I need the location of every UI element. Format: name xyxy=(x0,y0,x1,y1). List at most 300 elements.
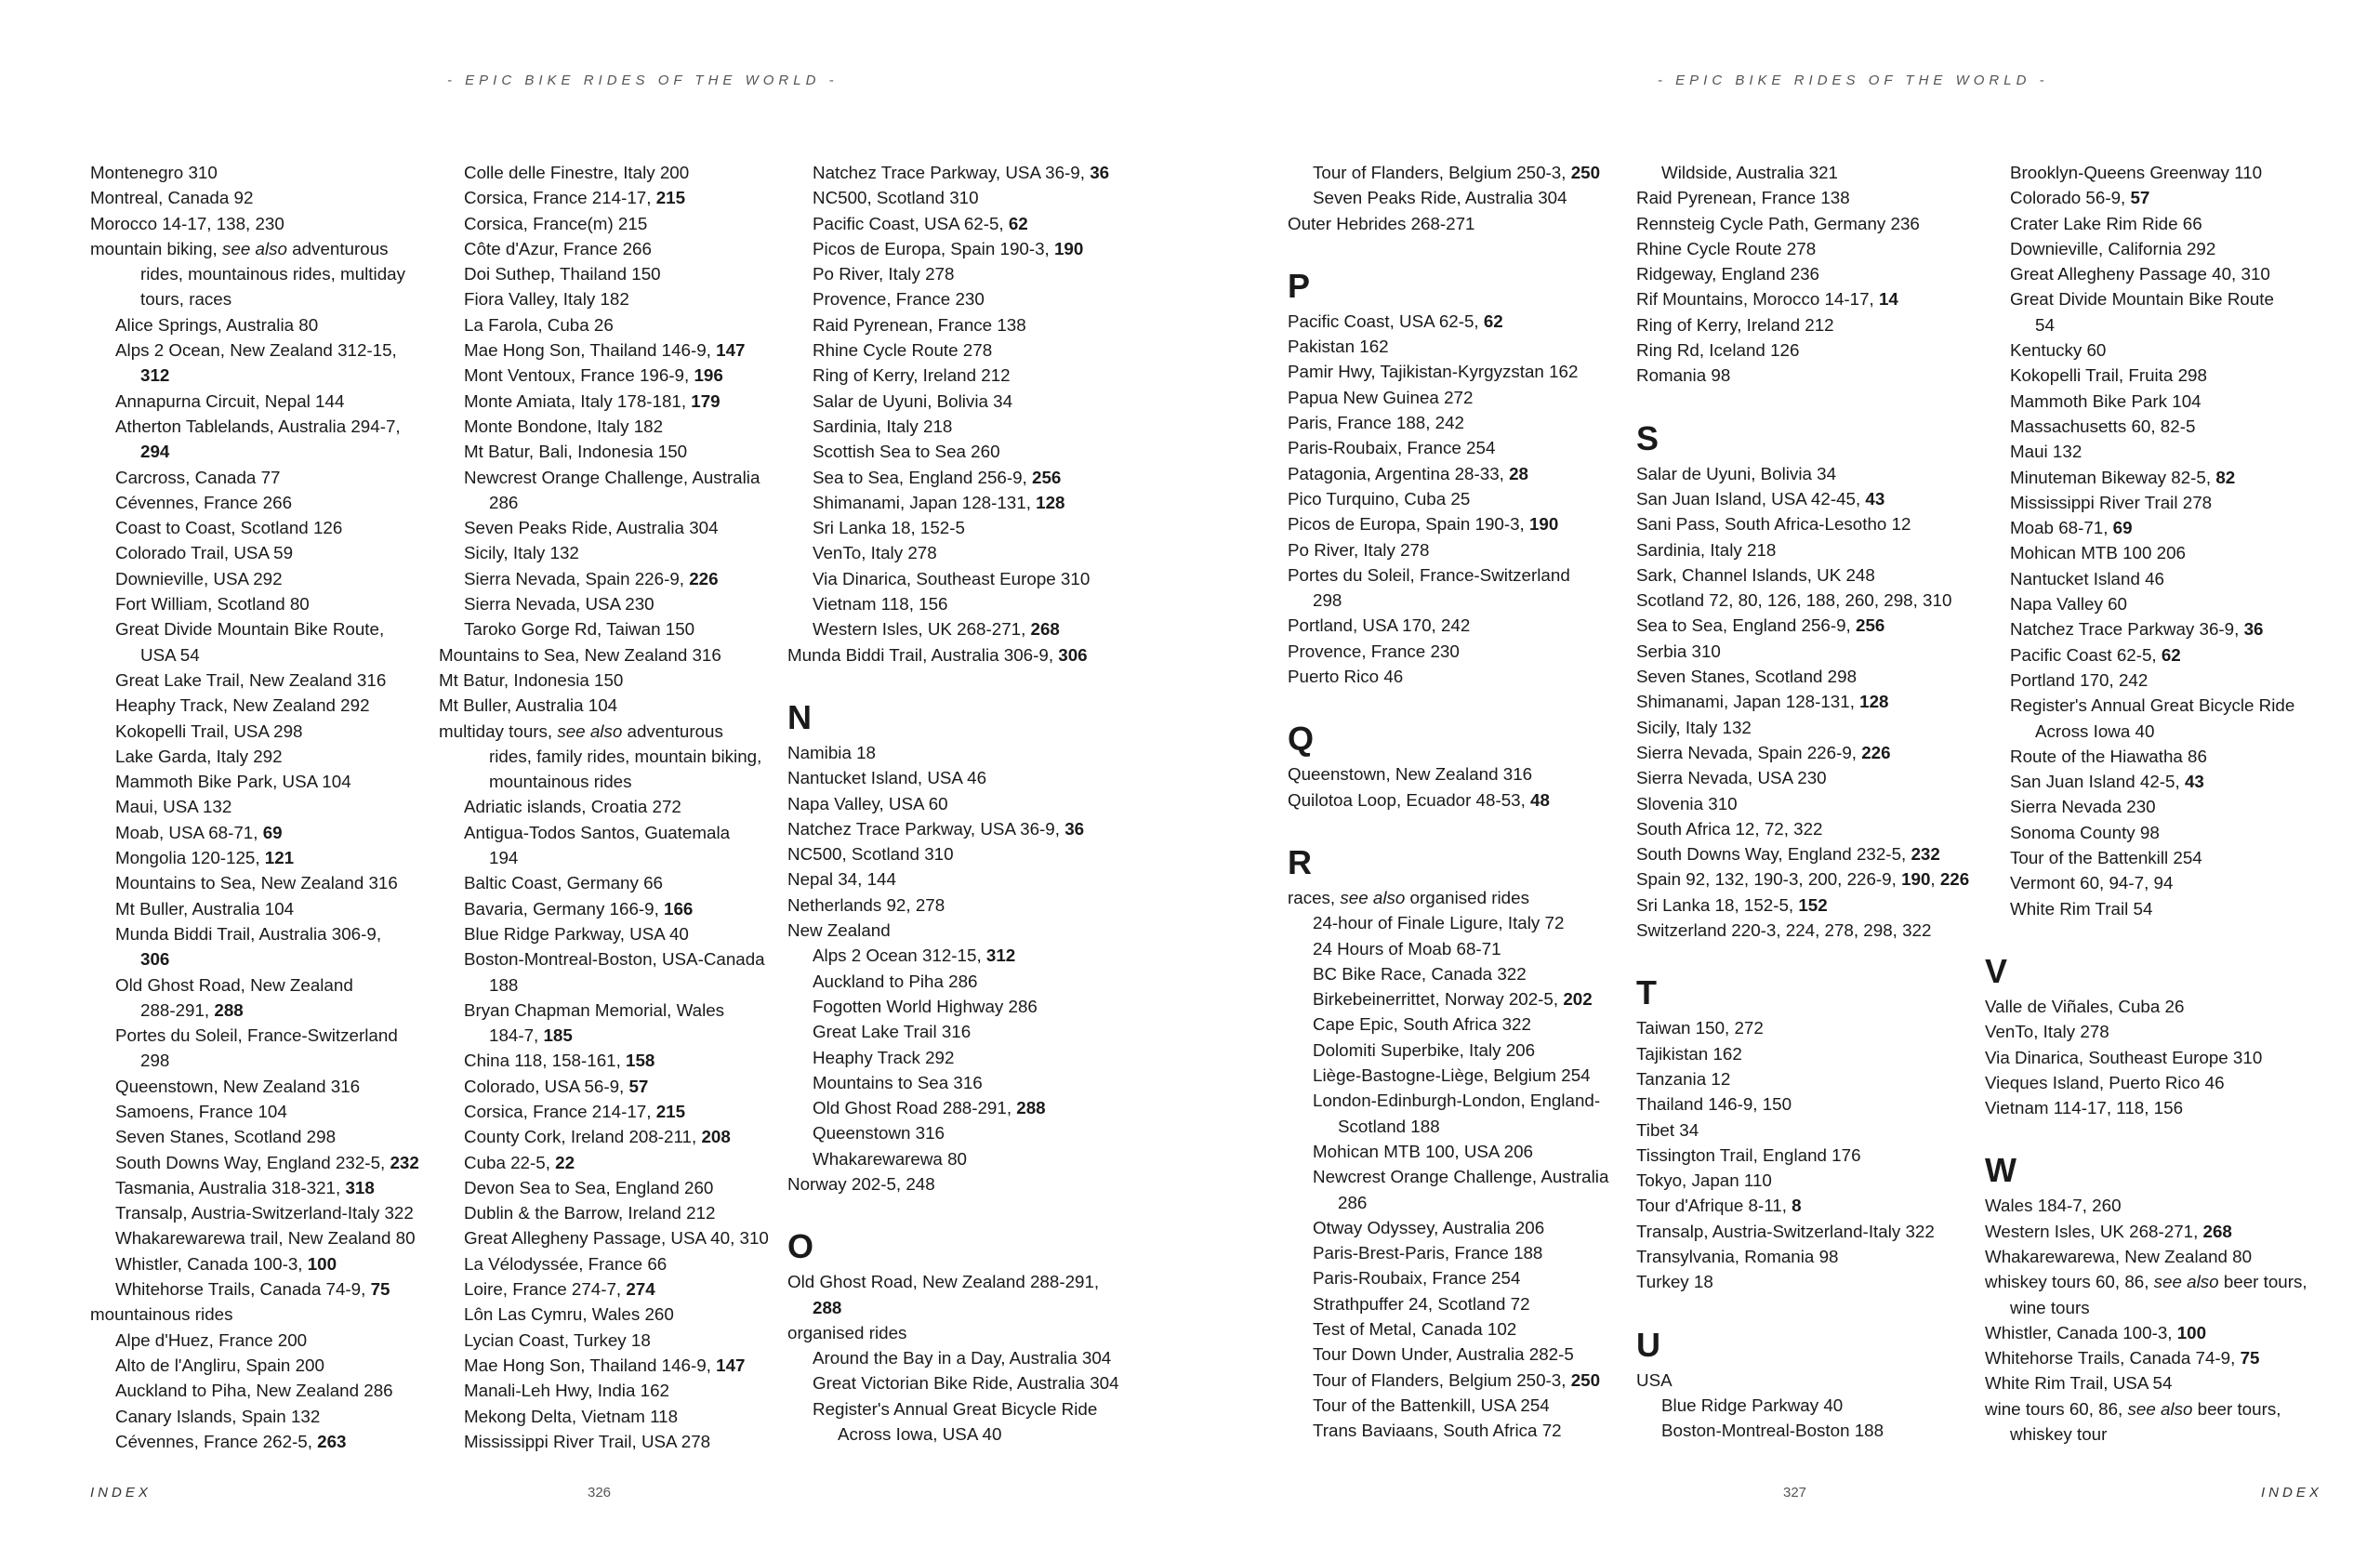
entry-text: Ring of Kerry, Ireland 212 xyxy=(813,365,1011,386)
index-entry xyxy=(1636,740,1990,765)
index-entry xyxy=(439,286,792,311)
entry-text: Natchez Trace Parkway, USA 36-9, xyxy=(787,818,1065,839)
entry-text: BC Bike Race, Canada 322 xyxy=(1313,963,1527,984)
index-entry xyxy=(90,591,443,616)
index-entry xyxy=(787,1070,1141,1095)
entry-text: Alice Springs, Australia 80 xyxy=(115,314,319,335)
index-entry xyxy=(1985,1019,2338,1044)
entry-text: Transalp, Austria-Switzerland-Italy 322 xyxy=(115,1203,414,1223)
entry-text: Tanzania 12 xyxy=(1636,1068,1731,1089)
entry-text: Kokopelli Trail, USA 298 xyxy=(115,721,303,741)
index-entry xyxy=(90,719,443,744)
entry-text: Côte d'Azur, France 266 xyxy=(464,238,652,258)
index-entry xyxy=(1636,1091,1990,1117)
entry-text: Ridgeway, England 236 xyxy=(1636,264,1819,284)
index-entry xyxy=(439,1276,792,1302)
page-ref-bold: 179 xyxy=(691,390,721,411)
entry-text: Colle delle Finestre, Italy 200 xyxy=(464,163,690,182)
index-entry xyxy=(1985,1295,2338,1320)
index-entry xyxy=(1636,1368,1990,1393)
index-entry xyxy=(439,921,792,946)
entry-text: Munda Biddi Trail, Australia 306-9, xyxy=(787,644,1059,665)
index-entry xyxy=(1288,761,1641,787)
entry-text: Mohican MTB 100, USA 206 xyxy=(1313,1141,1533,1161)
index-letter-heading: O xyxy=(787,1227,814,1266)
index-entry xyxy=(1985,1219,2338,1244)
entry-text: Pamir Hwy, Tajikistan-Kyrgyzstan 162 xyxy=(1288,362,1579,382)
entry-text: mountainous rides xyxy=(90,1304,233,1325)
entry-text: Alto de l'Angliru, Spain 200 xyxy=(115,1355,324,1375)
index-entry xyxy=(787,337,1141,363)
page-ref-bold: 306 xyxy=(1058,644,1088,665)
index-entry xyxy=(439,1225,792,1250)
index-entry xyxy=(1288,537,1641,562)
index-entry xyxy=(1636,918,1990,943)
index-entry xyxy=(787,892,1141,918)
index-entry xyxy=(787,540,1141,565)
page-ref-bold: 100 xyxy=(307,1253,337,1274)
entry-text: Newcrest Orange Challenge, Australia xyxy=(464,467,760,487)
index-entry xyxy=(1288,309,1641,334)
entry-text: Mammoth Bike Park, USA 104 xyxy=(115,772,351,792)
entry-text: Via Dinarica, Southeast Europe 310 xyxy=(1985,1047,2263,1067)
index-entry xyxy=(787,994,1141,1019)
index-entry xyxy=(1985,870,2338,895)
entry-text: Picos de Europa, Spain 190-3, xyxy=(813,238,1054,258)
index-entry xyxy=(1288,885,1641,910)
entry-text: Turkey 18 xyxy=(1636,1272,1713,1292)
index-entry xyxy=(1288,211,1641,236)
entry-text: 188 xyxy=(489,974,519,995)
entry-text: Pacific Coast 62-5, xyxy=(2010,644,2162,665)
index-entry xyxy=(1288,359,1641,384)
index-letter-heading: W xyxy=(1985,1151,2016,1190)
entry-text: Rennsteig Cycle Path, Germany 236 xyxy=(1636,213,1920,233)
entry-text: adventurous xyxy=(622,721,723,741)
index-column-3 xyxy=(787,160,1141,1447)
entry-text: Vieques Island, Puerto Rico 46 xyxy=(1985,1072,2225,1092)
index-entry xyxy=(787,1345,1141,1370)
index-entry xyxy=(1985,312,2338,337)
index-entry xyxy=(439,1099,792,1124)
entry-text: Portes du Soleil, France-Switzerland xyxy=(115,1025,398,1046)
index-entry xyxy=(1636,1143,1990,1168)
index-entry xyxy=(439,591,792,616)
index-entry xyxy=(1288,1139,1641,1164)
index-entry xyxy=(787,1295,1141,1320)
index-entry xyxy=(90,744,443,769)
index-entry xyxy=(1288,1164,1641,1189)
page-ref-bold: 226 xyxy=(689,568,719,588)
page-ref-bold: 166 xyxy=(664,898,694,919)
index-entry xyxy=(1288,1342,1641,1367)
entry-text: Liège-Bastogne-Liège, Belgium 254 xyxy=(1313,1065,1591,1086)
entry-text: Provence, France 230 xyxy=(813,289,985,310)
entry-text: Carcross, Canada 77 xyxy=(115,467,281,487)
entry-text: Scotland 72, 80, 126, 188, 260, 298, 310 xyxy=(1636,590,1952,611)
entry-text: County Cork, Ireland 208-211, xyxy=(464,1127,702,1147)
entry-text: London-Edinburgh-London, England- xyxy=(1313,1091,1601,1111)
index-entry xyxy=(1985,389,2338,414)
entry-text: Queenstown 316 xyxy=(813,1123,945,1144)
entry-text: Tissington Trail, England 176 xyxy=(1636,1144,1861,1165)
index-entry xyxy=(1288,435,1641,460)
index-entry xyxy=(787,1171,1141,1197)
entry-text: Shimanami, Japan 128-131, xyxy=(813,492,1037,512)
index-entry xyxy=(1985,185,2338,210)
index-entry xyxy=(90,1429,443,1454)
index-entry xyxy=(90,1276,443,1302)
entry-text: Mae Hong Son, Thailand 146-9, xyxy=(464,340,717,361)
index-entry xyxy=(1636,639,1990,664)
index-entry xyxy=(1636,1015,1990,1040)
entry-text: Whitehorse Trails, Canada 74-9, xyxy=(1985,1348,2241,1368)
page-ref-bold: 69 xyxy=(262,822,283,842)
index-entry xyxy=(439,870,792,895)
entry-text: Scotland 188 xyxy=(1338,1116,1440,1136)
index-entry xyxy=(90,1353,443,1378)
entry-text: Route of the Hiawatha 86 xyxy=(2010,746,2207,766)
index-letter-heading: V xyxy=(1985,951,2008,990)
index-entry xyxy=(439,1175,792,1200)
index-entry xyxy=(439,1023,792,1048)
entry-text: Tour Down Under, Australia 282-5 xyxy=(1313,1344,1574,1365)
index-entry xyxy=(439,616,792,641)
index-entry xyxy=(1985,693,2338,718)
index-entry xyxy=(439,389,792,414)
entry-text: Sicily, Italy 132 xyxy=(464,543,579,563)
index-entry xyxy=(1636,1244,1990,1269)
page-ref-bold: 208 xyxy=(701,1127,731,1147)
index-entry xyxy=(1636,1269,1990,1294)
entry-text: Paris, France 188, 242 xyxy=(1288,413,1465,433)
entry-text: Vietnam 114-17, 118, 156 xyxy=(1985,1098,2184,1118)
index-entry xyxy=(90,312,443,337)
entry-text: Mont Ventoux, France 196-9, xyxy=(464,365,694,386)
page-ref-bold: 263 xyxy=(317,1431,347,1451)
index-entry xyxy=(1985,490,2338,515)
index-entry xyxy=(1985,820,2338,845)
entry-text: Across Iowa, USA 40 xyxy=(838,1424,1002,1445)
index-entry xyxy=(90,439,443,464)
index-entry xyxy=(1985,1370,2338,1395)
index-entry xyxy=(1636,185,1990,210)
entry-text: Vermont 60, 94-7, 94 xyxy=(2010,873,2174,893)
index-entry xyxy=(439,490,792,515)
index-entry xyxy=(787,160,1141,185)
entry-text: Great Allegheny Passage, USA 40, 310 xyxy=(464,1228,769,1249)
entry-text: Mt Buller, Australia 104 xyxy=(115,898,295,919)
entry-text: Valle de Viñales, Cuba 26 xyxy=(1985,996,2185,1016)
index-entry xyxy=(439,1378,792,1403)
entry-text: Great Divide Mountain Bike Route, xyxy=(115,619,385,640)
entry-text: Corsica, France 214-17, xyxy=(464,188,656,208)
page-ref-bold: 268 xyxy=(2202,1221,2232,1241)
page-ref-bold: 250 xyxy=(1570,1369,1601,1390)
index-entry xyxy=(1985,465,2338,490)
entry-text: Nantucket Island 46 xyxy=(2010,568,2165,588)
page-ref-bold: 36 xyxy=(2243,619,2264,640)
page-ref-bold: 75 xyxy=(2240,1348,2260,1368)
index-column-2 xyxy=(439,160,792,1454)
index-entry xyxy=(1636,1168,1990,1193)
page-ref-bold: 288 xyxy=(214,999,244,1020)
entry-text: Boston-Montreal-Boston, USA-Canada xyxy=(464,949,765,970)
index-entry xyxy=(787,969,1141,994)
entry-text: Paris-Roubaix, France 254 xyxy=(1313,1268,1521,1289)
entry-text: Sierra Nevada, USA 230 xyxy=(464,594,654,615)
index-entry xyxy=(787,1095,1141,1120)
entry-text: Tour of the Battenkill, USA 254 xyxy=(1313,1395,1550,1415)
index-entry xyxy=(90,896,443,921)
index-entry xyxy=(90,540,443,565)
entry-text: Nepal 34, 144 xyxy=(787,869,896,890)
index-entry xyxy=(90,1150,443,1175)
entry-text: Great Allegheny Passage 40, 310 xyxy=(2010,264,2270,284)
entry-text: Adriatic islands, Croatia 272 xyxy=(464,797,681,817)
page-ref-bold: 312 xyxy=(140,365,170,386)
entry-text: Mountains to Sea 316 xyxy=(813,1072,983,1092)
page-ref-bold: 256 xyxy=(1856,615,1885,636)
entry-text: organised rides xyxy=(1405,887,1529,907)
page-ref-bold: 36 xyxy=(1064,818,1085,839)
index-entry xyxy=(1985,1045,2338,1070)
entry-text: Pico Turquino, Cuba 25 xyxy=(1288,488,1471,509)
page-ref-bold: 288 xyxy=(813,1297,842,1317)
index-entry xyxy=(1288,1215,1641,1240)
page-ref-bold: 57 xyxy=(2130,188,2150,208)
index-entry xyxy=(787,591,1141,616)
entry-text: Canary Islands, Spain 132 xyxy=(115,1406,321,1426)
index-entry xyxy=(1636,841,1990,866)
entry-text: whiskey tours 60, 86, xyxy=(1985,1272,2154,1292)
index-entry xyxy=(1288,1114,1641,1139)
entry-text: Scottish Sea to Sea 260 xyxy=(813,442,1000,462)
index-entry xyxy=(90,1175,443,1200)
entry-text: Cévennes, France 262-5, xyxy=(115,1431,318,1451)
index-entry xyxy=(1985,1095,2338,1120)
entry-text: Serbia 310 xyxy=(1636,641,1721,661)
entry-text: adventurous xyxy=(286,238,389,258)
entry-text: Downieville, California 292 xyxy=(2010,238,2216,258)
index-entry xyxy=(1636,1041,1990,1066)
page-ref-bold: 190 xyxy=(1053,238,1084,258)
entry-text: China 118, 158-161, xyxy=(464,1051,627,1071)
index-entry xyxy=(90,870,443,895)
index-entry xyxy=(90,845,443,870)
see-also-text: see also xyxy=(1340,887,1406,907)
index-entry xyxy=(1636,1418,1990,1443)
index-entry xyxy=(787,866,1141,892)
index-entry xyxy=(439,337,792,363)
index-entry xyxy=(90,998,443,1023)
index-entry xyxy=(90,668,443,693)
index-entry xyxy=(1288,1240,1641,1265)
index-entry xyxy=(1985,668,2338,693)
entry-text: rides, family rides, mountain biking, xyxy=(489,746,762,766)
index-entry xyxy=(1288,664,1641,689)
index-column-4 xyxy=(1288,160,1641,1443)
index-entry xyxy=(90,337,443,363)
running-header-left: - EPIC BIKE RIDES OF THE WORLD - xyxy=(447,73,839,88)
index-entry xyxy=(1636,816,1990,841)
page-ref-bold: 312 xyxy=(985,945,1016,966)
entry-text: 286 xyxy=(489,492,519,512)
entry-text: Sicily, Italy 132 xyxy=(1636,717,1752,737)
entry-text: Seven Stanes, Scotland 298 xyxy=(1636,667,1858,687)
index-entry xyxy=(439,414,792,439)
page-ref-bold: 215 xyxy=(655,1101,686,1121)
entry-text: Newcrest Orange Challenge, Australia xyxy=(1313,1167,1609,1187)
index-entry xyxy=(1636,791,1990,816)
entry-text: VenTo, Italy 278 xyxy=(1985,1022,2109,1042)
page-ref-bold: 36 xyxy=(1090,163,1110,182)
index-entry xyxy=(439,1404,792,1429)
page-ref-bold: 22 xyxy=(555,1152,575,1172)
footer-label-left: INDEX xyxy=(90,1485,152,1501)
index-entry xyxy=(439,1302,792,1327)
index-entry xyxy=(439,769,792,794)
index-entry xyxy=(1985,1070,2338,1095)
index-entry xyxy=(90,1404,443,1429)
entry-text: Tour of Flanders, Belgium 250-3, xyxy=(1313,163,1571,182)
index-entry xyxy=(1985,719,2338,744)
entry-text: Colorado Trail, USA 59 xyxy=(115,543,294,563)
entry-text: Fort William, Scotland 80 xyxy=(115,594,310,615)
index-entry xyxy=(90,160,443,185)
entry-text: Dublin & the Barrow, Ireland 212 xyxy=(464,1203,716,1223)
entry-text: beer tours, xyxy=(2218,1272,2307,1292)
entry-text: Colorado, USA 56-9, xyxy=(464,1076,629,1096)
page-ref-bold: 185 xyxy=(543,1025,573,1046)
index-entry xyxy=(1636,312,1990,337)
page-ref-bold: 128 xyxy=(1036,492,1065,512)
index-entry xyxy=(787,185,1141,210)
index-entry xyxy=(90,642,443,668)
index-entry xyxy=(1985,1193,2338,1218)
entry-text: races, xyxy=(1288,887,1341,907)
index-entry xyxy=(439,693,792,718)
entry-text: Great Divide Mountain Bike Route xyxy=(2010,289,2274,310)
index-entry xyxy=(1636,892,1990,918)
entry-text: White Rim Trail 54 xyxy=(2010,898,2153,919)
index-entry xyxy=(1985,744,2338,769)
entry-text: NC500, Scotland 310 xyxy=(813,188,979,208)
index-entry xyxy=(439,312,792,337)
page-ref-bold: 232 xyxy=(390,1152,419,1172)
index-entry xyxy=(1288,160,1641,185)
entry-text: Norway 202-5, 248 xyxy=(787,1173,935,1194)
index-entry xyxy=(787,816,1141,841)
index-entry xyxy=(787,414,1141,439)
entry-text: Great Lake Trail, New Zealand 316 xyxy=(115,669,387,690)
entry-text: Manali-Leh Hwy, India 162 xyxy=(464,1381,669,1401)
page-ref-bold: 75 xyxy=(370,1279,390,1300)
entry-text: Seven Peaks Ride, Australia 304 xyxy=(464,518,719,538)
index-column-6 xyxy=(1985,160,2338,1447)
entry-text: Mt Batur, Indonesia 150 xyxy=(439,669,624,690)
index-entry xyxy=(439,1074,792,1099)
index-entry xyxy=(90,1200,443,1225)
entry-text: Annapurna Circuit, Nepal 144 xyxy=(115,390,345,411)
index-entry xyxy=(1985,769,2338,794)
entry-text: Blue Ridge Parkway 40 xyxy=(1661,1395,1844,1415)
index-entry xyxy=(1636,1193,1990,1218)
index-entry xyxy=(1288,334,1641,359)
entry-text: Transalp, Austria-Switzerland-Italy 322 xyxy=(1636,1221,1935,1241)
entry-text: Paris-Roubaix, France 254 xyxy=(1288,438,1496,458)
index-column-5 xyxy=(1636,160,1990,1443)
index-entry xyxy=(1636,689,1990,714)
entry-text: Atherton Tablelands, Australia 294-7, xyxy=(115,416,401,436)
entry-text: 194 xyxy=(489,848,519,868)
entry-text: Whakarewarewa 80 xyxy=(813,1148,967,1169)
entry-text: Sea to Sea, England 256-9, xyxy=(1636,615,1856,636)
entry-text: Whistler, Canada 100-3, xyxy=(115,1253,308,1274)
index-entry xyxy=(1985,1244,2338,1269)
index-entry xyxy=(787,1320,1141,1345)
entry-text: Sierra Nevada, Spain 226-9, xyxy=(1636,742,1862,762)
index-entry xyxy=(1636,236,1990,261)
entry-text: Kokopelli Trail, Fruita 298 xyxy=(2010,365,2207,386)
entry-text: Whistler, Canada 100-3, xyxy=(1985,1322,2177,1342)
index-entry xyxy=(439,972,792,998)
entry-text: Slovenia 310 xyxy=(1636,793,1738,813)
running-header-right: - EPIC BIKE RIDES OF THE WORLD - xyxy=(1658,73,2049,88)
page-ref-bold: 152 xyxy=(1798,894,1828,915)
entry-text: Mountains to Sea, New Zealand 316 xyxy=(115,873,398,893)
entry-text: , xyxy=(1930,869,1940,890)
index-entry xyxy=(90,211,443,236)
index-entry xyxy=(787,791,1141,816)
index-entry xyxy=(439,998,792,1023)
entry-text: Sierra Nevada 230 xyxy=(2010,797,2156,817)
index-entry xyxy=(1288,910,1641,935)
entry-text: Across Iowa 40 xyxy=(2035,721,2155,741)
entry-text: Tour of the Battenkill 254 xyxy=(2010,848,2202,868)
index-entry xyxy=(1636,211,1990,236)
index-entry xyxy=(787,918,1141,943)
index-entry xyxy=(787,765,1141,790)
entry-text: Bryan Chapman Memorial, Wales xyxy=(464,999,725,1020)
entry-text: Paris-Brest-Paris, France 188 xyxy=(1313,1243,1543,1263)
index-entry xyxy=(90,261,443,286)
index-entry xyxy=(1985,236,2338,261)
entry-text: Switzerland 220-3, 224, 278, 298, 322 xyxy=(1636,920,1932,941)
entry-text: Cape Epic, South Africa 322 xyxy=(1313,1014,1531,1035)
see-also-text: see also xyxy=(557,721,623,741)
page-ref-bold: 196 xyxy=(694,365,723,386)
index-entry xyxy=(90,946,443,972)
page-ref-bold: 226 xyxy=(1939,869,1970,890)
entry-text: South Downs Way, England 232-5, xyxy=(115,1152,390,1172)
index-entry xyxy=(1288,486,1641,511)
page-ref-bold: 318 xyxy=(345,1177,375,1197)
index-entry xyxy=(439,540,792,565)
entry-text: Munda Biddi Trail, Australia 306-9, xyxy=(115,923,382,944)
index-entry xyxy=(1636,337,1990,363)
index-entry xyxy=(1288,1038,1641,1063)
entry-text: Mammoth Bike Park 104 xyxy=(2010,390,2202,411)
entry-text: Devon Sea to Sea, England 260 xyxy=(464,1177,714,1197)
index-entry xyxy=(1288,1088,1641,1113)
index-entry xyxy=(439,845,792,870)
entry-text: Auckland to Piha 286 xyxy=(813,971,978,991)
index-entry xyxy=(90,185,443,210)
entry-text: Blue Ridge Parkway, USA 40 xyxy=(464,923,689,944)
entry-text: Western Isles, UK 268-271, xyxy=(813,619,1031,640)
entry-text: Kentucky 60 xyxy=(2010,340,2107,361)
